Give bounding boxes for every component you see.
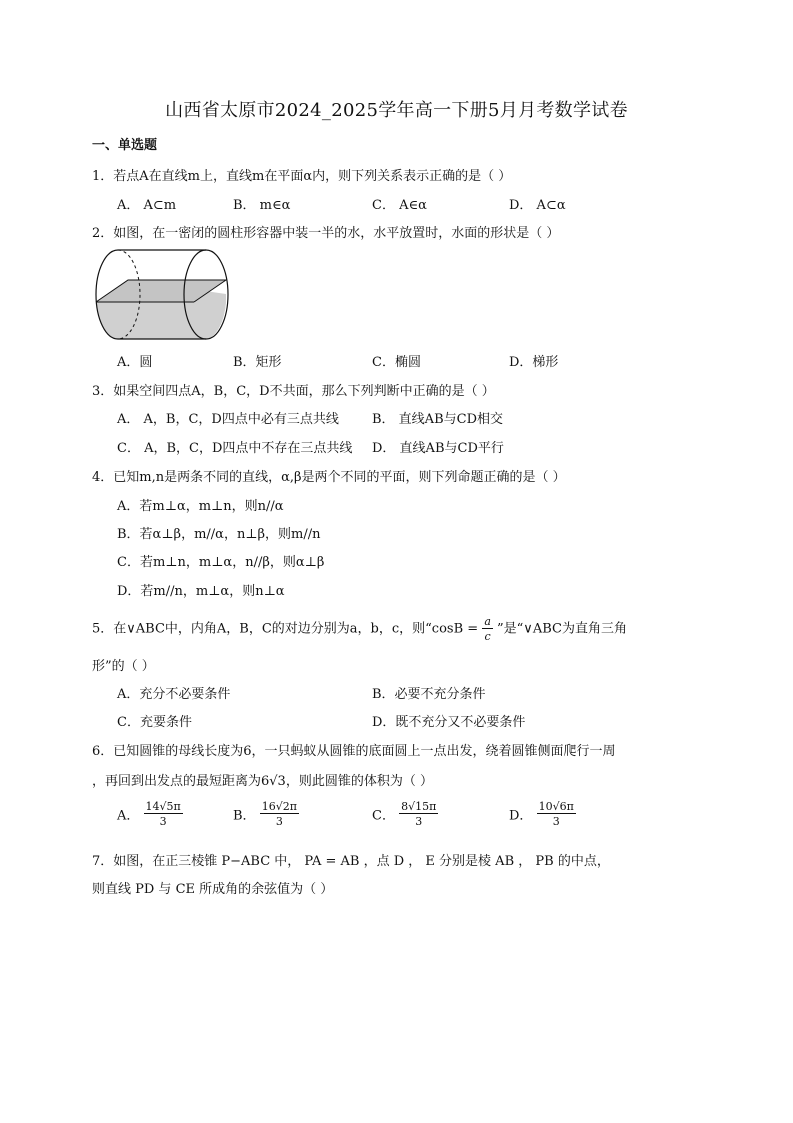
option-label: C．	[372, 808, 395, 824]
question-4-stem: 4．已知m,n是两条不同的直线，α,β是两个不同的平面，则下列命题正确的是（ ）	[92, 470, 566, 485]
option-fraction	[260, 801, 299, 827]
question-7-stem-line2: 则直线 PD 与 CE 所成角的余弦值为（ ）	[92, 882, 334, 897]
question-1-option-a[interactable]: A． A⊂m	[117, 198, 177, 213]
cylinder-figure	[92, 246, 232, 342]
question-3-option-a[interactable]: A． A，B，C，D四点中必有三点共线	[117, 412, 339, 427]
option-fraction	[537, 801, 576, 827]
question-2-option-d[interactable]: D．梯形	[509, 355, 559, 370]
question-6-option-b[interactable]	[233, 801, 299, 827]
fraction-denominator: 3	[415, 815, 423, 828]
question-6-stem: 6．已知圆锥的母线长度为6，一只蚂蚁从圆锥的底面圆上一点出发，绕着圆锥侧面爬行一周	[92, 744, 616, 759]
question-2-option-c[interactable]: C．椭圆	[372, 355, 421, 370]
fraction-numerator: 14√5π	[145, 800, 181, 813]
option-fraction	[144, 801, 183, 827]
fraction-a-over-c	[482, 616, 493, 642]
exam-title: 山西省太原市2024_2025学年高一下册5月月考数学试卷	[165, 100, 628, 121]
question-4-option-d[interactable]: D．若m//n，m⊥α，则n⊥α	[117, 584, 285, 599]
question-3-option-c[interactable]: C． A，B，C，D四点中不存在三点共线	[117, 441, 353, 456]
question-4-option-a[interactable]: A．若m⊥α，m⊥n，则n//α	[117, 499, 284, 514]
fraction-denominator: 3	[275, 815, 283, 828]
option-fraction	[399, 801, 438, 827]
fraction-numerator: a	[484, 615, 491, 628]
fraction-numerator: 10√6π	[538, 800, 574, 813]
question-7-stem: 7．如图，在正三棱锥 P−ABC 中， PA = AB ，点 D ， E 分别是棱 AB ， PB 的中点，	[92, 854, 610, 869]
question-5-stem-line2: 形”的（ ）	[92, 659, 155, 674]
question-6-option-a[interactable]	[117, 801, 183, 827]
question-6-option-d[interactable]	[509, 801, 576, 827]
question-1-option-b[interactable]: B． m∈α	[233, 198, 291, 213]
question-5-option-a[interactable]: A．充分不必要条件	[117, 687, 231, 702]
question-2-option-a[interactable]: A．圆	[117, 355, 153, 370]
question-4-option-c[interactable]: C．若m⊥n，m⊥α，n//β，则α⊥β	[117, 555, 325, 570]
question-3-stem: 3．如果空间四点A，B，C，D不共面，那么下列判断中正确的是（ ）	[92, 384, 495, 399]
question-6-stem-line2: ，再回到出发点的最短距离为6√3，则此圆锥的体积为（ ）	[92, 774, 433, 789]
question-1-option-d[interactable]: D． A⊂α	[509, 198, 566, 213]
question-5-stem	[92, 616, 627, 642]
fraction-denominator: 3	[552, 815, 560, 828]
question-3-option-d[interactable]: D． 直线AB与CD平行	[372, 441, 504, 456]
question-5-option-c[interactable]: C．充要条件	[117, 715, 192, 730]
fraction-numerator: 8√15π	[401, 800, 437, 813]
question-1-stem: 1．若点A在直线m上，直线m在平面α内，则下列关系表示正确的是（ ）	[92, 169, 512, 184]
question-3-option-b[interactable]: B． 直线AB与CD相交	[372, 412, 503, 427]
section-heading-single-choice: 一、单选题	[92, 138, 158, 153]
question-5-stem-end: ”是“∨ABC为直角三角	[497, 621, 627, 637]
option-label: D．	[509, 808, 533, 824]
question-1-option-c[interactable]: C． A∈α	[372, 198, 427, 213]
question-2-option-b[interactable]: B．矩形	[233, 355, 282, 370]
fraction-denominator: 3	[159, 815, 167, 828]
fraction-denominator: c	[484, 630, 491, 643]
question-5-option-b[interactable]: B．必要不充分条件	[372, 687, 486, 702]
fraction-numerator: 16√2π	[261, 800, 297, 813]
option-label: A．	[117, 808, 140, 824]
question-4-option-b[interactable]: B．若α⊥β，m//α，n⊥β，则m//n	[117, 527, 321, 542]
question-2-stem: 2．如图，在一密闭的圆柱形容器中装一半的水，水平放置时，水面的形状是（ ）	[92, 226, 560, 241]
question-5-stem-start: 5．在∨ABC中，内角A，B，C的对边分别为a，b，c，则“cosB =	[92, 621, 479, 637]
question-5-option-d[interactable]: D．既不充分又不必要条件	[372, 715, 526, 730]
option-label: B．	[233, 808, 256, 824]
question-6-option-c[interactable]	[372, 801, 438, 827]
